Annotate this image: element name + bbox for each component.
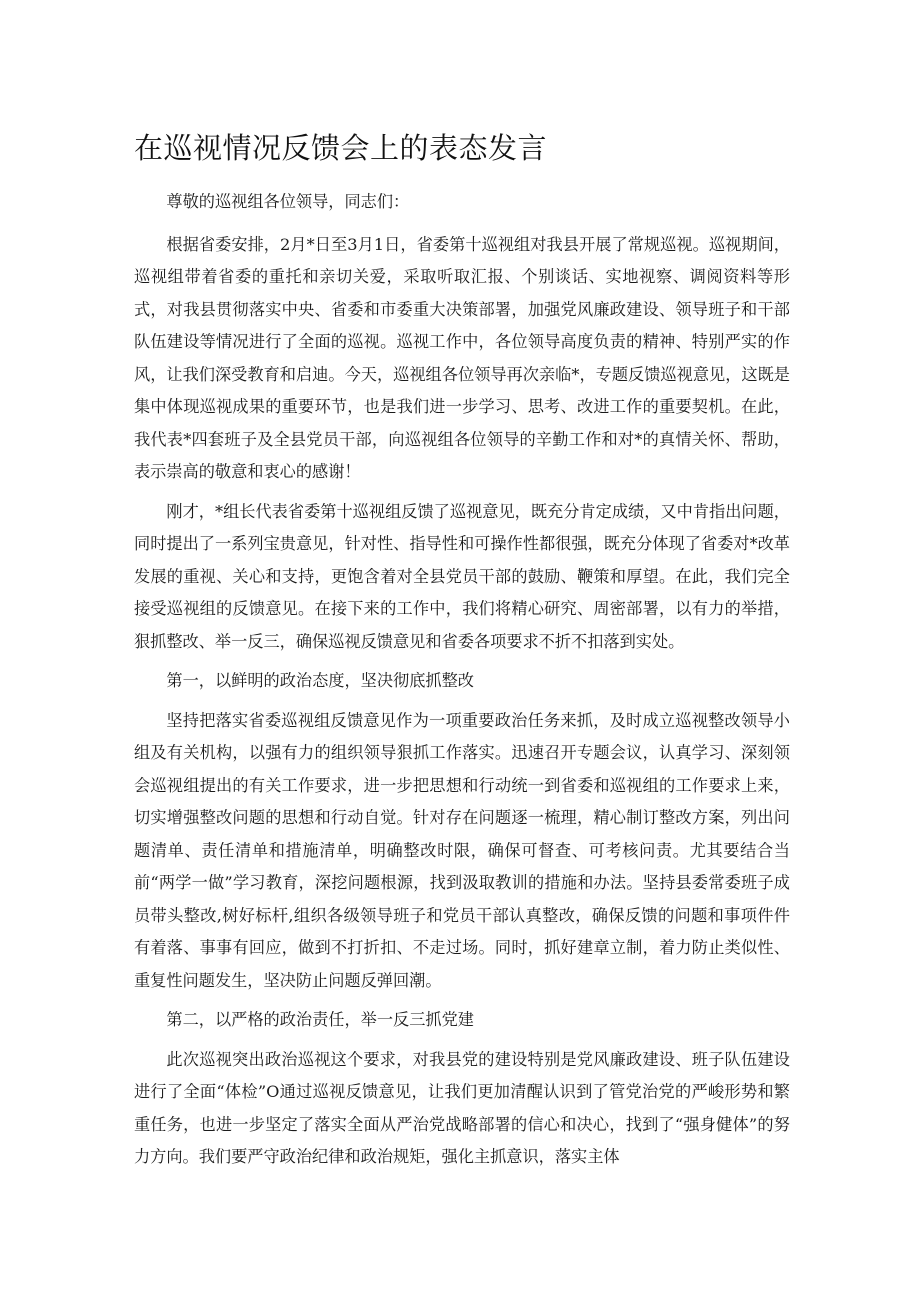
document-title: 在巡视情况反馈会上的表态发言 [134, 131, 548, 165]
section-body-1: 坚持把落实省委巡视组反馈意见作为一项重要政治任务来抓，及时成立巡视整改领导小组及有关机构，以强有力的组织领导狠抓工作落实。迅速召开专题会议，认真学习、深刻领会巡视组提出的有关工作要求，进一步把思想和行动统一到省委和巡视组的工作要求上来，切实增强整改问题的思想和行动自觉。针对存在问题逐一梳理，精心制订整改方案，列出问题清单、责任清单和措施清单，明确整改时限，确保可督查、可考核问责。尤其要结合当前“两学一做”学习教育，深挖问题根源，找到汲取教训的措施和办法。坚持县委常委班子成员带头整改,树好标杆,组织各级领导班子和党员干部认真整改，确保反馈的问题和事项件件有着落、事事有回应，做到不打折扣、不走过场。同时，抓好建章立制，着力防止类似性、重复性问题发生，坚决防止问题反弹回潮。 [134, 710, 790, 990]
paragraph-acceptance: 刚才，*组长代表省委第十巡视组反馈了巡视意见，既充分肯定成绩，又中肯指出问题，同时提出了一系列宝贵意见，针对性、指导性和可操作性都很强，既充分体现了省委对*改革发展的重视、关心和支持，更饱含着对全县党员干部的鼓励、鞭策和厚望。在此，我们完全接受巡视组的反馈意见。在接下来的工作中，我们将精心研究、周密部署，以有力的举措，狠抓整改、举一反三，确保巡视反馈意见和省委各项要求不折不扣落到实处。 [134, 501, 790, 651]
salutation: 尊敬的巡视组各位领导，同志们： [166, 192, 410, 211]
document-body [134, 186, 790, 1181]
section-heading-2: 第二，以严格的政治责任，举一反三抓党建 [166, 1010, 474, 1029]
section-heading-1: 第一，以鲜明的政治态度，坚决彻底抓整改 [166, 671, 474, 690]
section-body-2: 此次巡视突出政治巡视这个要求，对我县党的建设特别是党风廉政建设、班子队伍建设进行了全面“体检”O通过巡视反馈意见，让我们更加清醒认识到了管党治党的严峻形势和繁重任务，也进一步坚定了落实全面从严治党战略部署的信心和决心，找到了“强身健体”的努力方向。我们要严守政治纪律和政治规矩，强化主抓意识，落实主体 [134, 1049, 790, 1166]
paragraph-opening: 根据省委安排，2月*日至3月1日，省委第十巡视组对我县开展了常规巡视。巡视期间，巡视组带着省委的重托和亲切关爱，采取听取汇报、个别谈话、实地视察、调阅资料等形式，对我县贯彻落实中央、省委和市委重大决策部署，加强党风廉政建设、领导班子和干部队伍建设等情况进行了全面的巡视。巡视工作中，各位领导高度负责的精神、特别严实的作风，让我们深受教育和启迪。今天，巡视组各位领导再次亲临*，专题反馈巡视意见，这既是集中体现巡视成果的重要环节，也是我们进一步学习、思考、改进工作的重要契机。在此，我代表*四套班子及全县党员干部，向巡视组各位领导的辛勤工作和对*的真情关怀、帮助，表示崇高的敬意和衷心的感谢！ [134, 234, 790, 481]
